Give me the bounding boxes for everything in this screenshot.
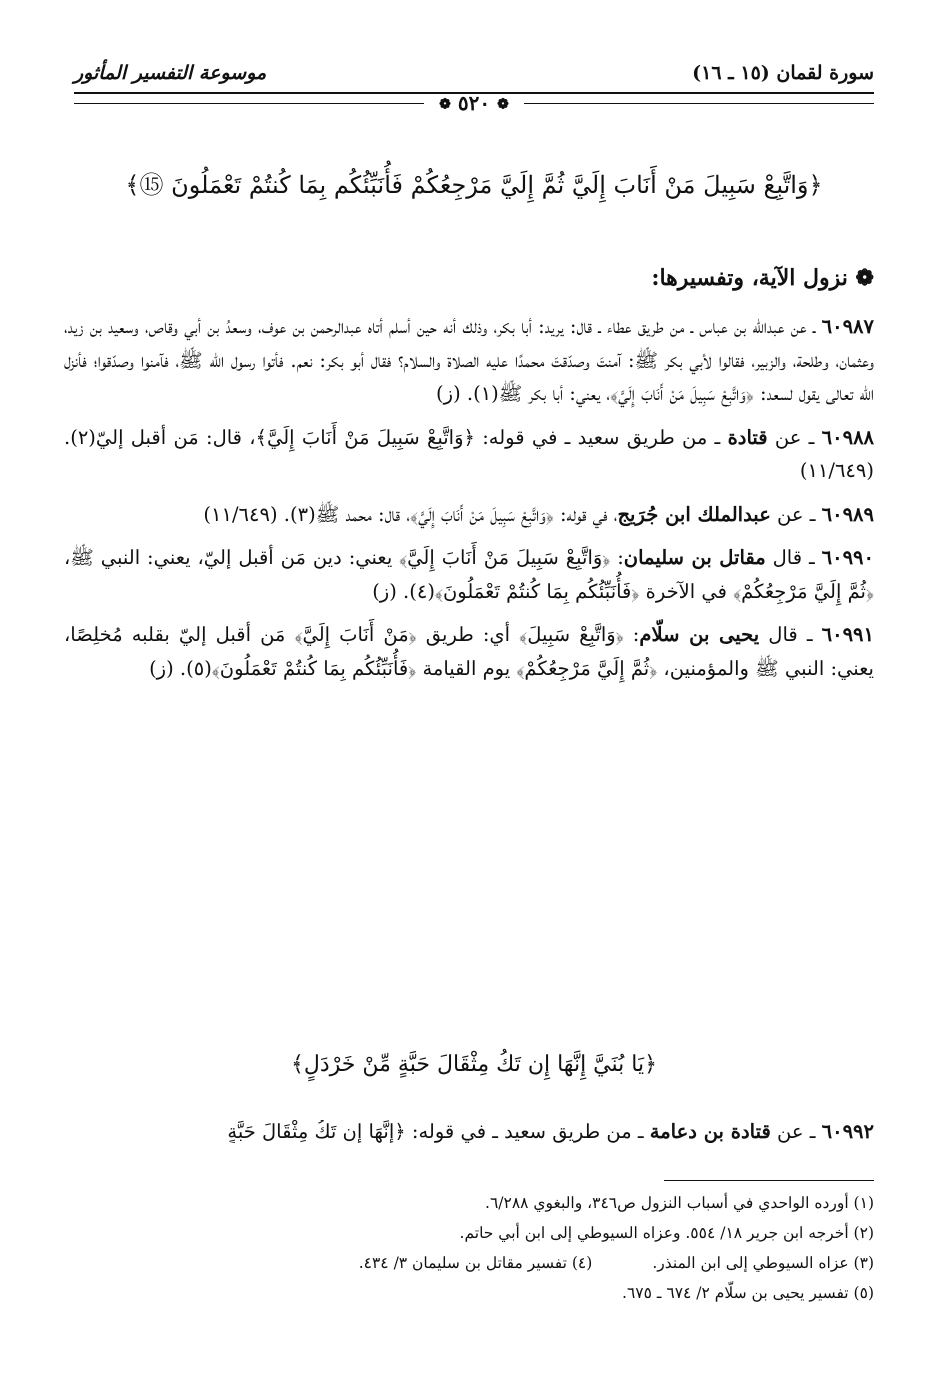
narration-number: ٦٠٩٩٠ [821, 546, 874, 569]
narration-entry [64, 1120, 874, 1143]
narration-entry [64, 421, 874, 488]
footnote: (٤) تفسير مقاتل بن سليمان ٣/ ٤٣٤. [358, 1254, 593, 1272]
narration-text: : ﴿وَاتَّبِعْ سَبِيلَ﴾ أي: طريق ﴿مَنْ أَنَابَ إِلَيَّ﴾ مَن أقبل إليّ بقلبه مُخلِصًا، يعني: النبي ﷺ والمؤمنين، ﴿ثُمَّ إِلَيَّ مَرْجِعُكُمْ﴾ يوم القيامة ﴿فَأُنَبِّئُكُم بِمَا كُنتُمْ تَعْمَلُونَ﴾(٥). (ز) [64, 623, 874, 680]
header-surah-title: سورة لقمان (١٥ ـ ١٦) [692, 62, 874, 84]
page-number-text: ٥٢٠ [457, 91, 491, 115]
running-header [74, 62, 874, 92]
narration-text: ـ عن عبدالله بن عباس ـ من طريق عطاء ـ قال: يريد: أبا بكر، وذلك أنه حين أسلم أتاه عبدالرحمن بن عوف، وسعدُ بن أبي وقاص، وسعيد بن زيد، وعثمان، وطلحة، والزبير، فقالوا لأبي بكر ﷺ: آمنتَ وصدّقتَ محمدًا عليه الصلاة والسلام؟ فقال أبو بكر: نعم. فأتوا رسول الله ﷺ، فآمنوا وصدّقوا؛ فأنزل الله تعالى يقول لسعد: ﴿وَاتَّبِعْ سَبِيلَ مَنْ أَنَابَ إِلَيَّ﴾، يعني: أبا بكر ﷺ(١). (ز) [64, 315, 874, 405]
narration-number: ٦٠٩٨٧ [821, 315, 875, 338]
narration-number: ٦٠٩٨٨ [821, 425, 875, 449]
narration-entry [64, 541, 874, 608]
narration-prefix: ـ عن [777, 502, 816, 526]
narration-prefix: ـ قال [768, 623, 813, 646]
quran-verse-subheading: ﴿يَا بُنَيَّ إِنَّهَا إِن تَكُ مِثْقَالَ حَبَّةٍ مِّنْ خَرْدَلٍ﴾ [291, 1052, 657, 1077]
header-book-title: موسوعة التفسير المأثور [74, 62, 267, 84]
narrator-name: قتادة بن دعامة [649, 1120, 771, 1143]
footnotes [64, 1188, 874, 1308]
footnote-row [64, 1248, 874, 1278]
page-number-band [74, 91, 874, 117]
narration-text: ـ من طريق سعيد ـ في قوله: ﴿وَاتَّبِعْ سَبِيلَ مَنْ أَنَابَ إِلَيَّ﴾، قال: مَن أقبل إليّ(٢). (١١/٦٤٩) [64, 425, 874, 482]
footnote-rule [664, 1180, 874, 1181]
narrator-name: عبدالملك ابن جُرَيج [617, 502, 771, 526]
footnote: (٥) تفسير يحيى بن سلّام ٢/ ٦٧٤ ـ ٦٧٥. [622, 1284, 874, 1302]
narration-text: : ﴿وَاتَّبِعْ سَبِيلَ مَنْ أَنَابَ إِلَيَّ﴾ يعني: دين مَن أقبل إليّ، يعني: النبي ﷺ، ﴿ثُمَّ إِلَيَّ مَرْجِعُكُمْ﴾ في الآخرة ﴿فَأُنَبِّئُكُم بِمَا كُنتُمْ تَعْمَلُونَ﴾(٤). (ز) [64, 546, 874, 603]
narrator-name: قتادة [727, 425, 768, 449]
footnote: (٢) أخرجه ابن جرير ١٨/ ٥٥٤. وعزاه السيوطي إلى ابن أبي حاتم. [459, 1224, 874, 1242]
section-title: ❁ نزول الآية، وتفسيرها: [651, 265, 874, 291]
narrator-name: يحيى بن سلّام [639, 623, 760, 646]
ornament-icon: ❁ [439, 96, 451, 113]
ornament-icon: ❁ [497, 96, 509, 113]
narrations-body [64, 310, 874, 695]
narration-prefix: ـ عن [777, 1120, 816, 1143]
narration-entry [64, 618, 874, 685]
narration-prefix: ـ قال [772, 546, 815, 569]
quran-verse-heading: ﴿وَاتَّبِعْ سَبِيلَ مَنْ أَنَابَ إِلَيَّ ثُمَّ إِلَيَّ مَرْجِعُكُمْ فَأُنَبِّئُكُم بِمَا كُنتُمْ تَعْمَلُونَ ⑮﴾ [125, 171, 823, 199]
narration-number: ٦٠٩٩٢ [821, 1120, 874, 1143]
narration-number: ٦٠٩٩١ [821, 623, 874, 646]
narrator-name: مقاتل بن سليمان [623, 546, 766, 569]
narration-prefix: ـ عن [774, 425, 815, 449]
footnote: (١) أورده الواحدي في أسباب النزول ص٣٤٦، والبغوي ٦/٢٨٨. [485, 1194, 874, 1212]
narration-entry [64, 310, 874, 411]
page-number [424, 91, 524, 115]
narration-entry [64, 498, 874, 532]
narration-text: ـ من طريق سعيد ـ في قوله: ﴿إِنَّهَا إِن تَكُ مِثْقَالَ حَبَّةٍ [227, 1120, 644, 1143]
page-number-rule-right [524, 103, 874, 104]
page-number-rule-left [74, 103, 424, 104]
footnote: (٣) عزاه السيوطي إلى ابن المنذر. [652, 1254, 874, 1272]
narration-text: ، في قوله: ﴿وَاتَّبِعْ سَبِيلَ مَنْ أَنَابَ إِلَيَّ﴾، قال: محمد ﷺ(٣). (١١/٦٤٩) [203, 502, 618, 526]
narration-number: ٦٠٩٨٩ [821, 502, 874, 526]
